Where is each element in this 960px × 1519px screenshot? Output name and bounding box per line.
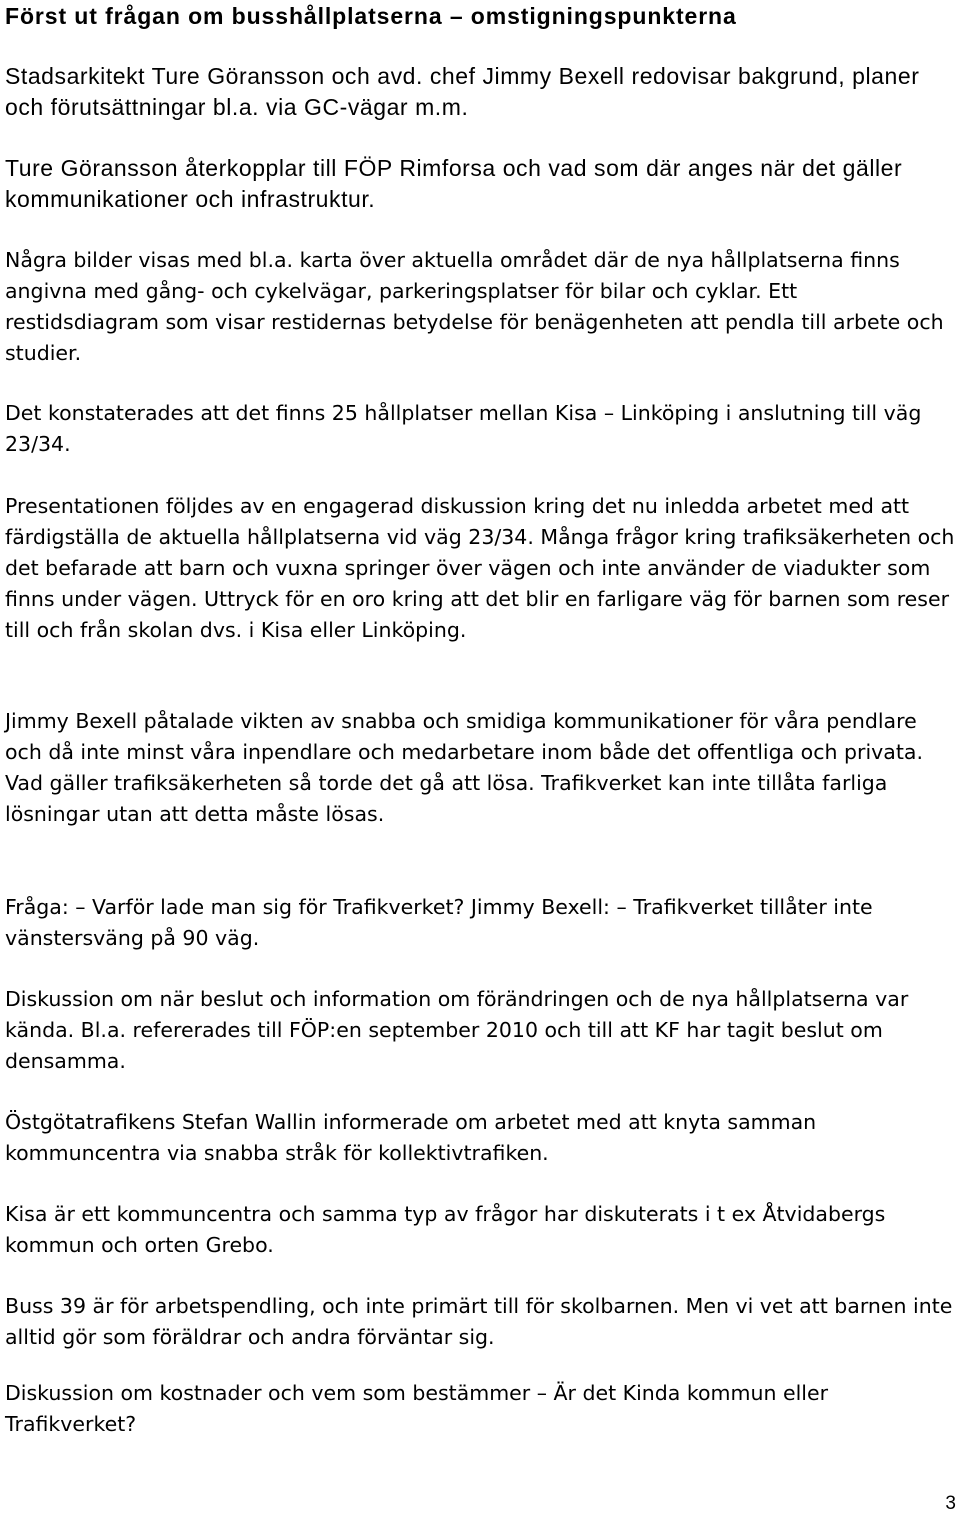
- paragraph-text: Kisa är ett kommuncentra och samma typ av frågor har diskuterats i t ex Åtvidabergs kommun och orten Grebo.: [5, 1202, 886, 1257]
- paragraph-text: Ture Göransson återkopplar till FÖP Rimforsa och vad som där anges när det gäller kommunikationer och infrastruktur.: [5, 155, 903, 212]
- paragraph-12: [5, 1378, 955, 1440]
- paragraph-1: [5, 61, 955, 123]
- paragraph-2: [5, 153, 955, 215]
- paragraph-text: Några bilder visas med bl.a. karta över aktuella området där de nya hållplatserna finns angivna med gång- och cykelvägar, parkeringsplatser för bilar och cyklar. Ett restidsdiagram som visar restidernas betydelse för benägenheten att pendla till arbete och studier.: [5, 248, 944, 365]
- paragraph-text: Buss 39 är för arbetspendling, och inte primärt till för skolbarnen. Men vi vet att barnen inte alltid gör som föräldrar och andra förväntar sig.: [5, 1294, 953, 1349]
- paragraph-3: [5, 245, 955, 369]
- paragraph-text: Det konstaterades att det finns 25 hållplatser mellan Kisa – Linköping i anslutning till väg 23/34.: [5, 401, 922, 456]
- paragraph-4: [5, 398, 955, 460]
- page-number: 3: [945, 1493, 956, 1514]
- paragraph-7: [5, 892, 955, 954]
- paragraph-text: Presentationen följdes av en engagerad diskussion kring det nu inledda arbetet med att färdigställa de aktuella hållplatserna vid väg 23/34. Många frågor kring trafiksäkerheten och det befarade att barn och vuxna springer över vägen och inte använder de viadukter som finns under vägen. Uttryck för en oro kring att det blir en farligare väg för barnen som reser till och från skolan dvs. i Kisa eller Linköping.: [5, 494, 955, 642]
- paragraph-8: [5, 984, 955, 1077]
- paragraph-text: Fråga: – Varför lade man sig för Trafikverket? Jimmy Bexell: – Trafikverket tillåter inte vänstersväng på 90 väg.: [5, 895, 873, 950]
- paragraph-5: [5, 491, 955, 646]
- paragraph-11: [5, 1291, 955, 1353]
- paragraph-text: Östgötatrafikens Stefan Wallin informerade om arbetet med att knyta samman kommuncentra via snabba stråk för kollektivtrafiken.: [5, 1110, 817, 1165]
- paragraph-10: [5, 1199, 955, 1261]
- paragraph-9: [5, 1107, 955, 1169]
- paragraph-6: [5, 706, 955, 830]
- paragraph-text: Jimmy Bexell påtalade vikten av snabba och smidiga kommunikationer för våra pendlare och då inte minst våra inpendlare och medarbetare inom både det offentliga och privata. Vad gäller trafiksäkerheten så torde det gå att lösa. Trafikverket kan inte tillåta farliga lösningar utan att detta måste lösas.: [5, 709, 923, 826]
- page-heading: [5, 0, 955, 31]
- heading-text: Först ut frågan om busshållplatserna – omstigningspunkterna: [5, 3, 737, 29]
- paragraph-text: Diskussion om kostnader och vem som bestämmer – Är det Kinda kommun eller Trafikverket?: [5, 1381, 829, 1436]
- paragraph-text: Diskussion om när beslut och information om förändringen och de nya hållplatserna var kända. Bl.a. refererades till FÖP:en september 2010 och till att KF har tagit beslut om densamma.: [5, 987, 909, 1073]
- paragraph-text: Stadsarkitekt Ture Göransson och avd. chef Jimmy Bexell redovisar bakgrund, planer och förutsättningar bl.a. via GC-vägar m.m.: [5, 63, 920, 120]
